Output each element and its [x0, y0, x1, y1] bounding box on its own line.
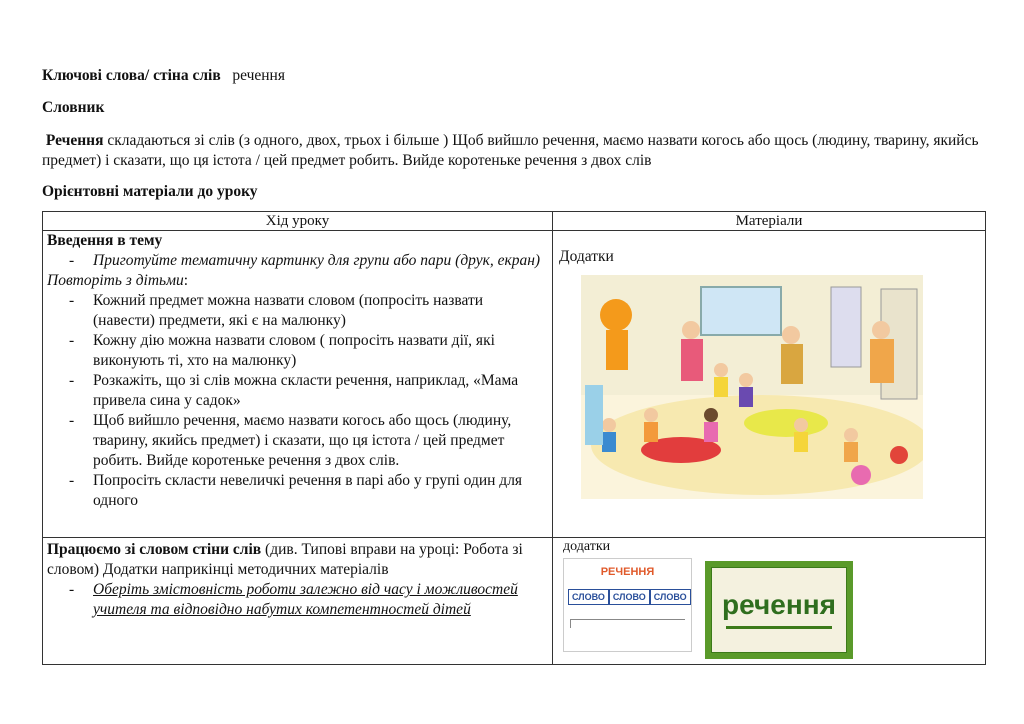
- table-header-row: [43, 212, 986, 231]
- row1-repeat-colon: :: [183, 272, 189, 289]
- list-item: - Щоб вийшло речення, маємо назвати когось або щось (людину, тварину, якийсь предмет) і сказати, що ця істота / цей предмет робить. Вийде коротеньке речення з двох слів.: [93, 411, 548, 471]
- card-title: РЕЧЕННЯ: [600, 566, 655, 578]
- row1-repeat-line: [47, 271, 548, 291]
- lesson-table: [42, 211, 986, 665]
- row1-materials-cell: [553, 231, 986, 538]
- keywords-label: Ключові слова/ стіна слів: [42, 67, 221, 84]
- materials-heading: Орієнтовні матеріали до уроку: [42, 183, 258, 200]
- row2-materials-cell: [553, 538, 986, 665]
- row1-title: Введення в тему: [47, 232, 163, 249]
- glossary-definition: [42, 131, 982, 171]
- table-row: [43, 538, 986, 665]
- card-word: СЛОВО: [650, 589, 691, 605]
- keywords-value: речення: [232, 67, 285, 84]
- col-materials-header: Матеріали: [553, 212, 986, 231]
- classroom-illustration: [581, 275, 981, 499]
- row2-cards: [557, 556, 981, 664]
- glossary-heading: Словник: [42, 99, 105, 116]
- row1-items: [47, 291, 548, 511]
- keywords-line: [42, 66, 285, 86]
- list-item: - Кожний предмет можна назвати словом (попросіть назвати (навести) предмети, які є на малюнку): [93, 291, 548, 331]
- list-item: - Попросіть скласти невеличкі речення в парі або у групі один для одного: [93, 471, 548, 511]
- green-card-word: речення: [722, 589, 836, 620]
- word-card-sentence: [563, 558, 692, 652]
- row2-lesson-cell: [43, 538, 553, 665]
- list-item: - Оберіть змістовність роботи залежно від часу і можливостей учителя та відповідно набутих компетентностей дітей: [93, 580, 548, 620]
- row2-title: Працюємо зі словом стіни слів: [47, 541, 262, 558]
- row1-materials-label: Додатки: [559, 248, 614, 265]
- card-lines: [570, 619, 685, 628]
- card-words: [568, 589, 687, 605]
- green-card-inner: [711, 567, 847, 653]
- word-card-green: [705, 561, 853, 659]
- col-lesson-header: Хід уроку: [43, 212, 553, 231]
- glossary-term: Речення: [45, 132, 104, 149]
- row2-materials-label: додатки: [563, 539, 611, 554]
- row2-intro: [47, 540, 548, 580]
- row1-repeat-label: Повторіть з дітьми: [47, 272, 184, 289]
- row1-prep-item: - Приготуйте тематичну картинку для групи або пари (друк, екран): [93, 251, 548, 271]
- row2-items: [47, 580, 548, 620]
- green-card-line: [726, 626, 832, 629]
- card-word: СЛОВО: [568, 589, 609, 605]
- row1-prep-list: [47, 251, 548, 271]
- glossary-text: складаються зі слів (з одного, двох, трьох і більше ) Щоб вийшло речення, маємо назвати когось або щось (людину, тварину, якийсь предмет) і сказати, що ця істота / цей предмет робить. Вийде коротеньке речення з двох слів: [42, 132, 979, 169]
- row1-lesson-cell: [43, 231, 553, 538]
- row2-rest: (див. Типові вправи на уроці: Робота зі словом) Додатки наприкінці методичних матеріалів: [47, 541, 523, 578]
- card-word: СЛОВО: [609, 589, 650, 605]
- list-item: - Кожну дію можна назвати словом ( попросіть назвати дії, які виконують ті, хто на малюнку): [93, 331, 548, 371]
- list-item: - Розкажіть, що зі слів можна скласти речення, наприклад, «Мама привела сина у садок»: [93, 371, 548, 411]
- table-row: [43, 231, 986, 538]
